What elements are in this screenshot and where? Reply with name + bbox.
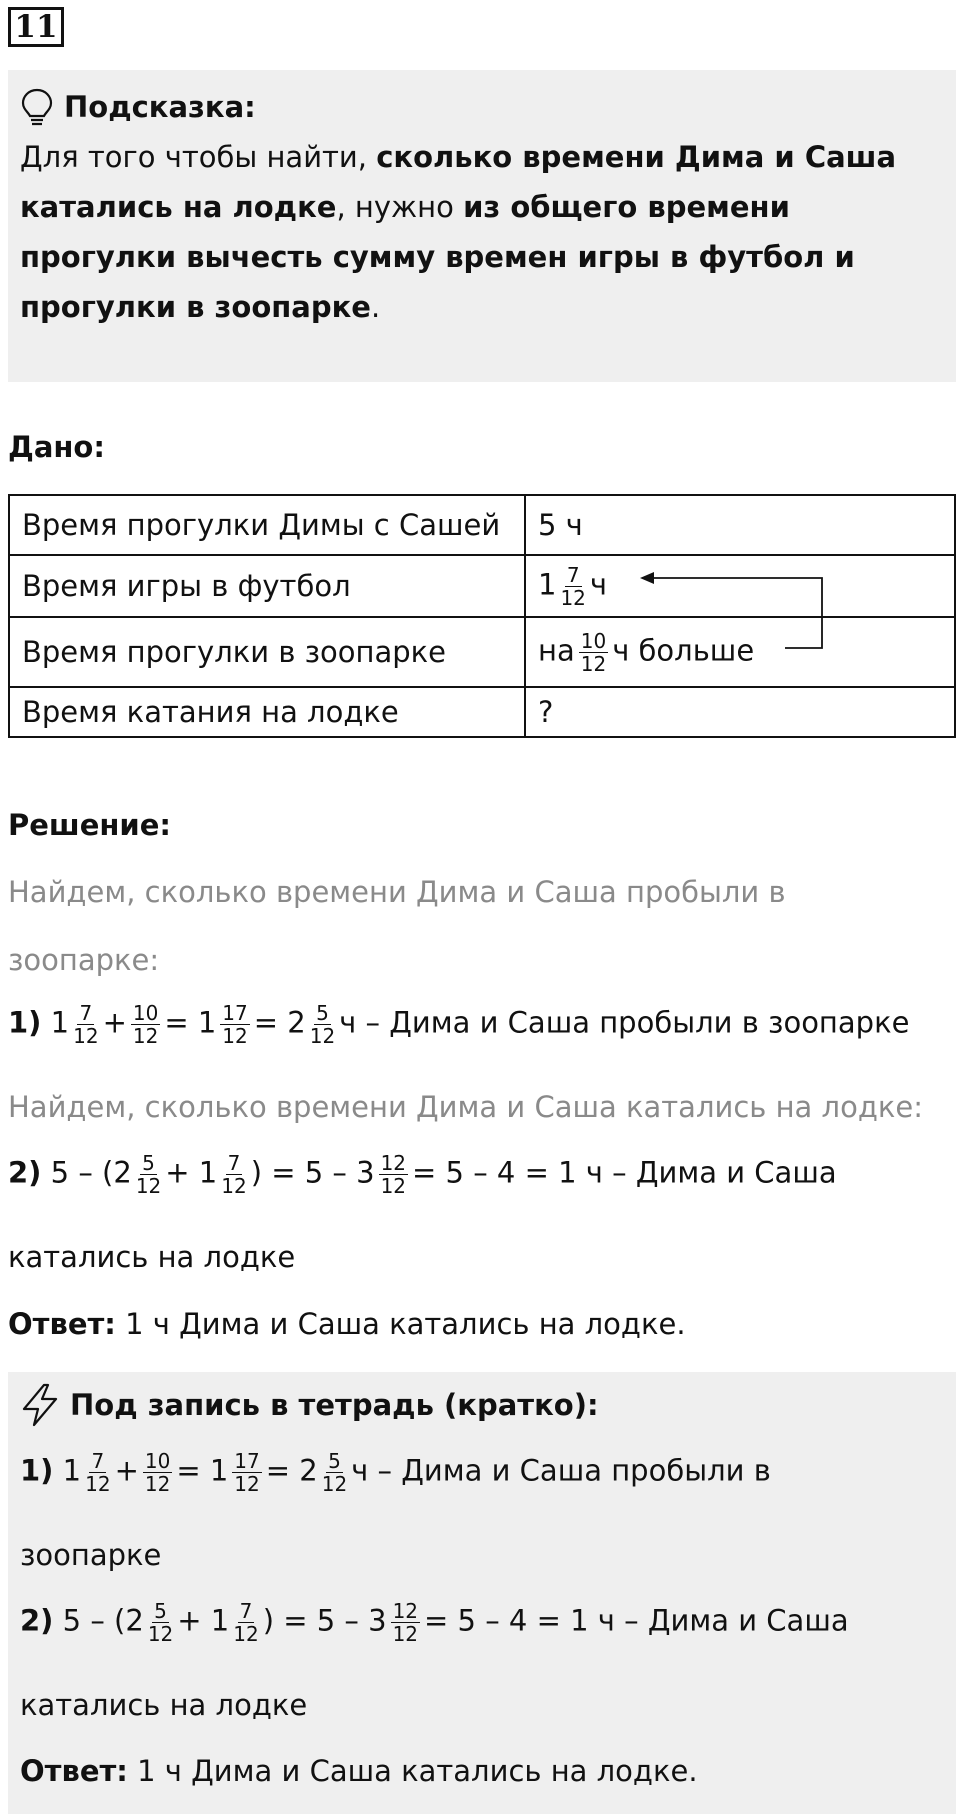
fraction: $\frac{7}{12}$ <box>221 1151 247 1198</box>
answer-text: 1 ч Дима и Саша катались на лодке. <box>115 1307 686 1341</box>
fraction: $\frac{10}{12}$ <box>144 1449 171 1496</box>
numerator: 7 <box>566 562 580 587</box>
notebook-title-row <box>20 1380 599 1430</box>
step-label: 1) <box>8 1005 42 1040</box>
notebook-step-1: 1) 1 $\frac{7}{12}$ + $\frac{10}{12}$ = 1 $\frac{17}{12}$ = 2 $\frac{5}{12}$ ч – Дима и Саша пробыли в <box>20 1449 771 1496</box>
lightning-icon <box>20 1383 60 1427</box>
denominator: 12 <box>580 651 607 676</box>
answer-label: Ответ: <box>8 1307 116 1341</box>
given-label: Время катания на лодке <box>9 687 525 737</box>
answer-text: 1 ч Дима и Саша катались на лодке. <box>127 1754 698 1788</box>
given-label: Время прогулки Димы с Сашей <box>9 495 525 555</box>
solution-intro-2: Найдем, сколько времени Дима и Саша катались на лодке: <box>8 1090 924 1124</box>
given-value: ? <box>525 687 955 737</box>
fraction: $\frac{5}{12}$ <box>147 1599 174 1646</box>
fraction: $\frac{12}{12}$ <box>392 1599 419 1646</box>
notebook-title: Под запись в тетрадь (кратко): <box>70 1388 599 1422</box>
solution-step-1: 1) 1 $\frac{7}{12}$ + $\frac{10}{12}$ = 1 $\frac{17}{12}$ = 2 $\frac{5}{12}$ ч – Дима и Саша пробыли в зоопарке <box>8 1001 910 1048</box>
hint-bold-part: сколько времени Дима и Саша катались на лодке <box>20 140 897 224</box>
fraction: $\frac{17}{12}$ <box>222 1001 248 1048</box>
notebook-answer <box>20 1754 698 1788</box>
denominator: 12 <box>560 585 586 610</box>
given-title: Дано: <box>8 430 105 464</box>
whole-part: 1 <box>538 567 557 601</box>
hint-text-part: . <box>370 290 381 324</box>
given-value: 5 ч <box>525 495 955 555</box>
fraction: $\frac{7}{12}$ <box>73 1001 99 1048</box>
fraction: $\frac{5}{12}$ <box>309 1001 336 1048</box>
solution-intro: Найдем, сколько времени Дима и Саша пробыли в <box>8 875 786 909</box>
step-label: 1) <box>20 1453 54 1488</box>
step-text: ч – Дима и Саша пробыли в <box>351 1453 771 1488</box>
fraction: $\frac{17}{12}$ <box>234 1449 260 1496</box>
solution-answer <box>8 1307 686 1341</box>
answer-label: Ответ: <box>20 1754 128 1788</box>
unit: ч <box>589 567 608 601</box>
given-label: Время прогулки в зоопарке <box>9 617 525 687</box>
step-text: ч – Дима и Саша пробыли в зоопарке <box>339 1005 910 1040</box>
step-text: = 5 – 4 = 1 ч – Дима и Саша <box>424 1603 849 1638</box>
hint-text-part: Для того чтобы найти, <box>20 140 377 174</box>
prefix: на <box>538 633 575 667</box>
fraction: $\frac{7}{12}$ <box>85 1449 111 1496</box>
task-number: 11 <box>8 7 64 47</box>
notebook-step-2-cont: катались на лодке <box>20 1688 308 1722</box>
fraction: $\frac{7}{12}$ <box>233 1599 259 1646</box>
relation-arrow <box>0 0 960 760</box>
notebook-box <box>8 1372 956 1814</box>
notebook-step-1-cont: зоопарке <box>20 1538 162 1572</box>
fraction: $\frac{5}{12}$ <box>135 1151 162 1198</box>
step-label: 2) <box>20 1603 54 1638</box>
step-label: 2) <box>8 1155 42 1190</box>
hint-text-part: , нужно <box>336 190 464 224</box>
fraction: $\frac{12}{12}$ <box>380 1151 407 1198</box>
solution-step-2: 2) 5 – (2 $\frac{5}{12}$ + 1 $\frac{7}{12}$ ) = 5 – 3 $\frac{12}{12}$ = 5 – 4 = 1 ч – Дима и Саша <box>8 1151 837 1198</box>
suffix: ч больше <box>612 633 755 667</box>
hint-title: Подсказка: <box>64 90 256 124</box>
given-label: Время игры в футбол <box>9 555 525 617</box>
fraction: $\frac{10}{12}$ <box>132 1001 159 1048</box>
numerator: 10 <box>580 628 607 653</box>
solution-title: Решение: <box>8 808 172 842</box>
solution-step-2-cont: катались на лодке <box>8 1240 296 1274</box>
notebook-step-2: 2) 5 – (2 $\frac{5}{12}$ + 1 $\frac{7}{12}$ ) = 5 – 3 $\frac{12}{12}$ = 5 – 4 = 1 ч – Дима и Саша <box>20 1599 849 1646</box>
step-text: = 5 – 4 = 1 ч – Дима и Саша <box>412 1155 837 1190</box>
hint-bold-part: из общего времени прогулки вычесть сумму времен игры в футбол и прогулки в зоопарке <box>20 190 855 324</box>
solution-intro-cont: зоопарке: <box>8 943 160 977</box>
fraction: $\frac{5}{12}$ <box>321 1449 348 1496</box>
